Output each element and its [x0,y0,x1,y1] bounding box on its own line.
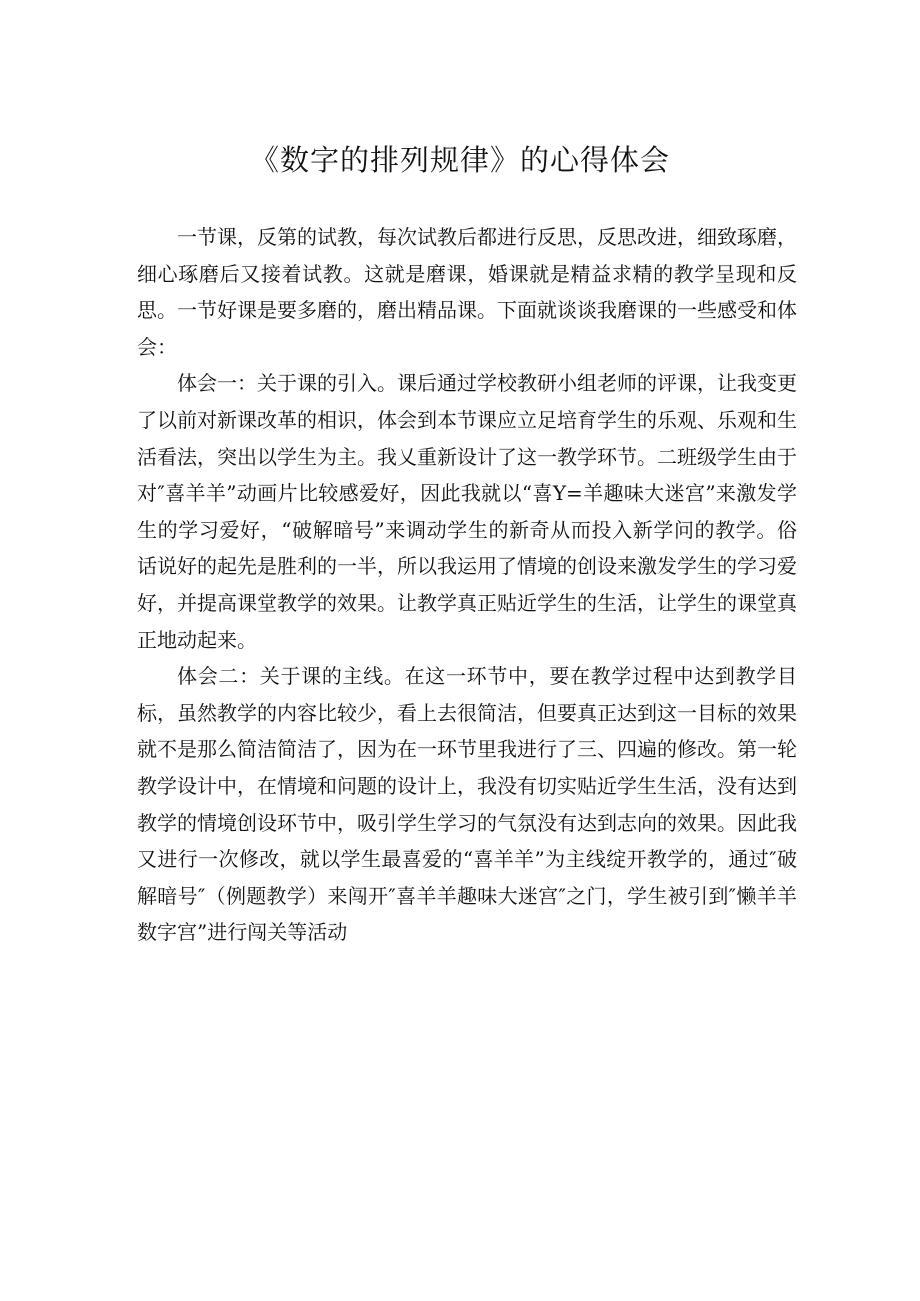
paragraph-intro: 一节课，反第的试教，每次试教后都进行反思，反思改进，细致琢磨，细心琢磨后又接着试教。这就是磨课，婚课就是精益求精的教学呈现和反思。一节好课是要多磨的，磨出精品课。下面就谈谈我磨课的一些感受和体会： [137,225,797,359]
paragraph-insight-one: 体会一：关于课的引入。课后通过学校教研小组老师的评课，让我变更了以前对新课改革的相识，体会到本节课应立足培育学生的乐观、乐观和生活看法，突出以学生为主。我乂重新设计了这一教学环节。二班级学生由于对″喜羊羊”动画片比较感爱好，因此我就以“喜Y=羊趣味大迷宫”来激发学生的学习爱好，“破解暗号”来调动学生的新奇从而投入新学问的教学。俗话说好的起先是胜利的一半，所以我运用了情境的创设来激发学生的学习爱好，并提高课堂教学的效果。让教学真正贴近学生的生活，让学生的课堂真正地动起来。 [137,371,797,652]
document-body [137,219,797,951]
document-title: 《数字的排列规律》的心得体会 [249,143,670,177]
paragraph-insight-two: 体会二：关于课的主线。在这一环节中，要在教学过程中达到教学目标，虽然教学的内容比较少，看上去很简洁，但要真正达到这一目标的效果就不是那么简洁简洁了，因为在一环节里我进行了三、四遍的修改。第一轮教学设计中，在情境和问题的设计上，我没有切实贴近学生生活，没有达到教学的情境创设环节中，吸引学生学习的气氛没有达到志向的效果。因此我又进行一次修改，就以学生最喜爱的“喜羊羊”为主线绽开教学的，通过″破解暗号″（例题教学）来闯开″喜羊羊趣味大迷宫″之门，学生被引到″懒羊羊数字宫”进行闯关等活动 [137,664,797,945]
